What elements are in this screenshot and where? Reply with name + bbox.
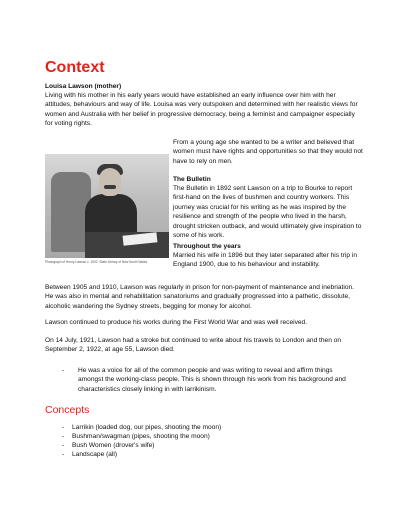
death-paragraph: On 14 July, 1921, Lawson had a stroke but continued to write about his travels to London and then on September 2, 1922, at age 55, Lawson died.	[45, 337, 342, 354]
concepts-heading: Concepts	[45, 404, 90, 416]
young-age-paragraph: From a young age she wanted to be a writer and believed that women must have rights and opportunities so that they would not have to rely on men.	[173, 139, 363, 165]
bulletin-subheading: The Bulletin	[173, 176, 211, 183]
bullet-dash: -	[62, 367, 65, 374]
concept-item-text: Larrikin (loaded dog, our pipes, shooting the moon)	[72, 424, 222, 431]
voice-bullet	[62, 366, 362, 402]
context-heading: Context	[45, 59, 105, 76]
louisa-paragraph: Living with his mother in his early years would have established an early influence over him with her attitudes, behaviours and way of life. Louisa was very outspoken and determined with her realistic views for women and Australia with her belief in progressive democracy, being a feminist and campaigner especially for voting rights.	[45, 92, 358, 128]
bulletin-paragraph: The Bulletin in 1892 sent Lawson on a trip to Bourke to report first-hand on the lives of bushmen and country workers. This journey was crucial for his writing as he was inspired by the resilience and strength of the people who lived in the harsh, drought stricken outback, and would ultimately give inspiration to some of his work.	[173, 185, 362, 240]
bullet-dash: -	[62, 433, 65, 440]
henry-lawson-photo	[45, 154, 169, 258]
prison-paragraph: Between 1905 and 1910, Lawson was regularly in prison for non-payment of maintenance and inebriation. He was also in mental and rehabilitation sanatoriums and gradually progressed into a pathetic, dissolute, alcoholic wandering the Sydney streets, begging for money for alcohol.	[45, 284, 355, 310]
bullet-dash: -	[62, 451, 65, 458]
photo-caption: Photograph of Henry Lawson c. 1902. State Library of New South Wales	[45, 260, 148, 264]
concept-item-text: Bushman/swagman (pipes, shooting the moon)	[72, 433, 210, 440]
concept-item-text: Landscape (all)	[72, 451, 118, 458]
bullet-dash: -	[62, 442, 65, 449]
voice-bullet-text: He was a voice for all of the common people and was writing to reveal and affirm things amongst the working-class people. This is shown through his work from his background and characteristics closely linking in with larrikinism.	[78, 367, 346, 393]
bullet-dash: -	[62, 424, 65, 431]
concept-item-text: Bush Women (drover's wife)	[72, 442, 155, 449]
war-paragraph: Lawson continued to produce his works during the First World War and was well received.	[45, 319, 308, 326]
louisa-subheading: Louisa Lawson (mother)	[45, 83, 122, 90]
throughout-paragraph: Married his wife in 1896 but they later separated after his trip in England 1900, due to his behaviour and instability.	[173, 252, 357, 269]
throughout-subheading: Throughout the years	[173, 243, 241, 250]
concept-item	[62, 450, 362, 460]
